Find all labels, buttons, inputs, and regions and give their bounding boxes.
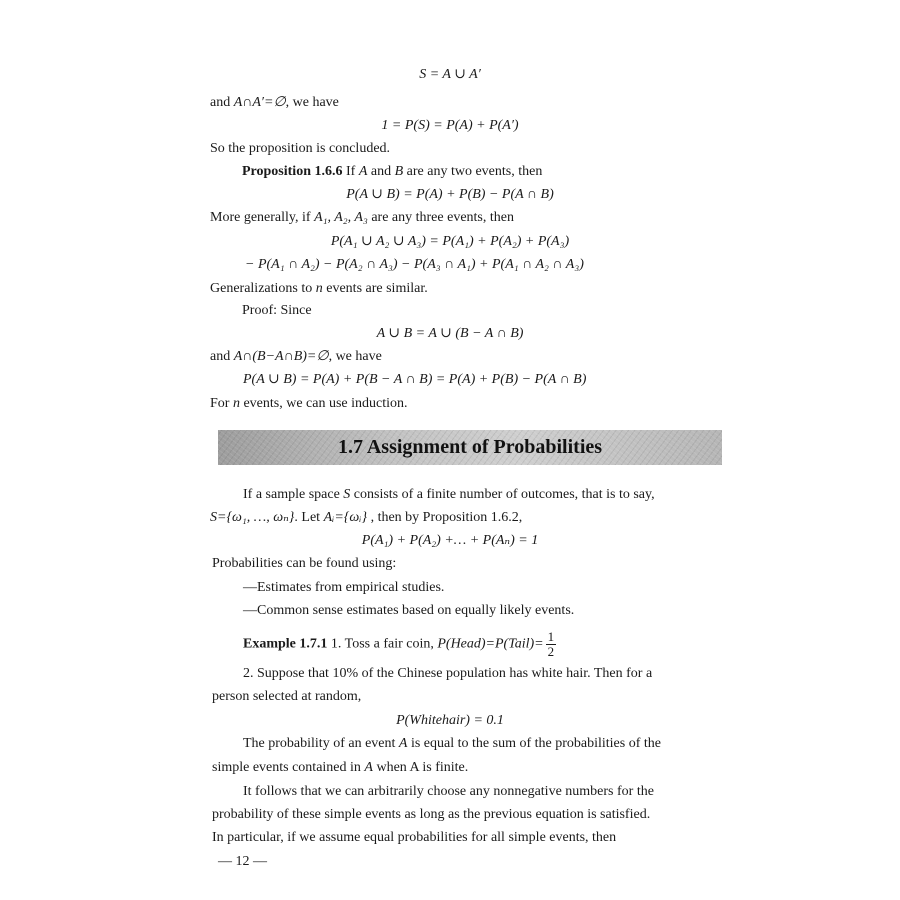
- equation-probability-sum: 1 = P(S) = P(A) + P(A′): [381, 118, 519, 133]
- text-line: If a sample space S consists of a finite number of outcomes, that is to say,: [243, 487, 655, 502]
- text-line: simple events contained in A when A is finite.: [212, 760, 469, 775]
- text-line: Probabilities can be found using:: [212, 556, 397, 571]
- text-line: 2. Suppose that 10% of the Chinese population has white hair. Then for a: [243, 666, 653, 681]
- equation-three-events-2: − P(A₁ ∩ A₂) − P(A₂ ∩ A₃) − P(A₃ ∩ A₁) + P(A₁ ∩ A₂ ∩ A₃): [245, 257, 584, 272]
- equation-three-events-1: P(A₁ ∪ A₂ ∪ A₃) = P(A₁) + P(A₂) + P(A₃): [330, 234, 570, 249]
- list-item: —Estimates from empirical studies.: [243, 580, 445, 595]
- proof-start: Proof: Since: [242, 303, 312, 318]
- page-number: — 12 —: [218, 854, 267, 869]
- equation-sum-to-one: P(A₁) + P(A₂) +… + P(Aₙ) = 1: [361, 533, 539, 548]
- text-line: It follows that we can arbitrarily choose any nonnegative numbers for the: [243, 784, 654, 799]
- text-line: The probability of an event A is equal to the sum of the probabilities of the: [243, 736, 661, 751]
- text-line: Generalizations to n events are similar.: [210, 281, 428, 296]
- equation-s-union: S = A ∪ A′: [419, 67, 481, 82]
- text-line: More generally, if A₁, A₂, A₃ are any three events, then: [210, 210, 514, 225]
- proposition-statement: Proposition 1.6.6 If A and B are any two events, then: [242, 164, 543, 179]
- text-line: probability of these simple events as long as the previous equation is satisfied.: [212, 807, 651, 822]
- equation-union-decomposition: A ∪ B = A ∪ (B − A ∩ B): [376, 326, 524, 341]
- section-banner: [218, 430, 722, 465]
- text-line: So the proposition is concluded.: [210, 141, 391, 156]
- equation-two-events: P(A ∪ B) = P(A) + P(B) − P(A ∩ B): [346, 187, 554, 202]
- text-line: In particular, if we assume equal probabilities for all simple events, then: [212, 830, 617, 845]
- text-line: S={ω₁, …, ωₙ}. Let Aᵢ={ωᵢ} , then by Proposition 1.6.2,: [210, 510, 523, 525]
- equation-union-proof: P(A ∪ B) = P(A) + P(B − A ∩ B) = P(A) + P(B) − P(A ∩ B): [243, 372, 587, 387]
- text-line: and A∩A′=∅, we have: [210, 95, 339, 110]
- equation-whitehair: P(Whitehair) = 0.1: [396, 713, 504, 728]
- text-line: For n events, we can use induction.: [210, 396, 408, 411]
- section-title: 1.7 Assignment of Probabilities: [337, 436, 603, 458]
- fraction-one-half: $\frac{1}{2}$: [547, 629, 555, 659]
- text-line: and A∩(B−A∩B)=∅, we have: [210, 349, 382, 364]
- list-item: —Common sense estimates based on equally likely events.: [243, 603, 575, 618]
- text-line: person selected at random,: [212, 689, 362, 704]
- example-statement: Example 1.7.1 1. Toss a fair coin, P(Head)=P(Tail)= $\frac{1}{2}$: [243, 629, 555, 659]
